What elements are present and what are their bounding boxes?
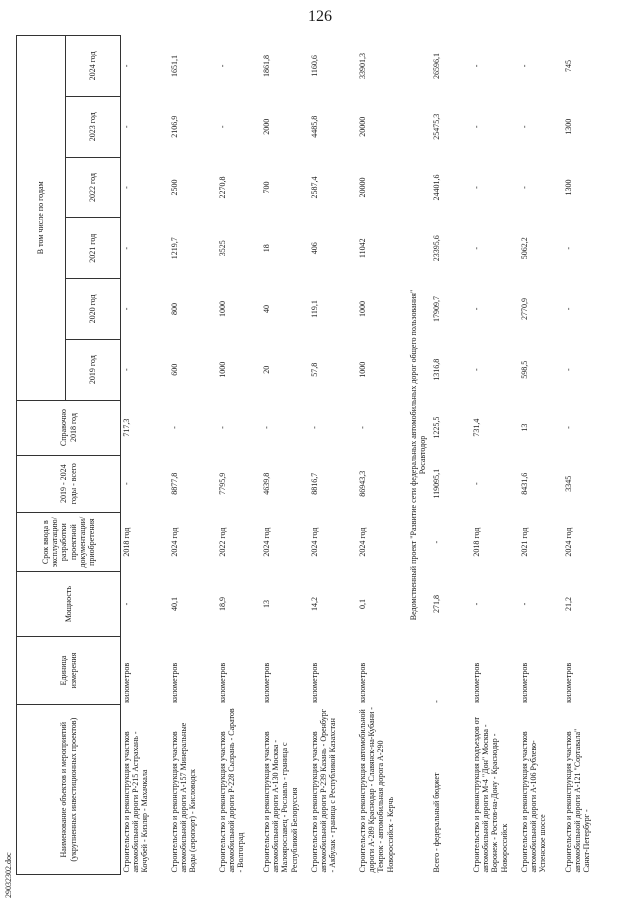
row-2020: - <box>122 307 131 311</box>
row-power: 0,1 <box>358 599 367 610</box>
row-2021: 11042 <box>358 238 367 259</box>
row-2024: 1651,1 <box>170 54 179 77</box>
row-2022: 700 <box>262 181 271 194</box>
row-2019: 1316,8 <box>432 358 441 381</box>
row-power: 21,2 <box>564 597 573 612</box>
row-unit: километров <box>262 662 271 703</box>
row-2019: - <box>564 368 573 372</box>
row-2020: 40 <box>262 304 271 313</box>
row-name: Строительство и реконструкция подъездов от автомобильной дороги М-4 "Дон" Москва - Воронеж - Ростов-на-Дону - Краснодар - Новороссийск <box>472 717 509 873</box>
row-2019: 57,8 <box>310 362 319 377</box>
row-unit: километров <box>564 662 573 703</box>
row-unit: километров <box>218 662 227 703</box>
section-title: Ведомственный проект "Развитие сети федеральных автомобильных дорог общего пользования" <box>408 289 418 621</box>
row-total: - <box>122 482 131 486</box>
row-name: Строительство и реконструкция участков автомобильной дороги А-121 "Сортавала" Санкт-Петербург - <box>564 728 592 873</box>
row-power: 40,1 <box>170 597 179 612</box>
row-period: 2018 год <box>122 527 131 557</box>
row-2023: 4485,8 <box>310 115 319 138</box>
row-2024: 26596,1 <box>432 52 441 79</box>
row-2021: - <box>122 246 131 250</box>
row-2023: - <box>472 125 481 129</box>
row-2021: 23395,6 <box>432 235 441 262</box>
row-unit: километров <box>310 662 319 703</box>
header-year-2022: 2022 год <box>66 157 121 218</box>
row-2020: 1000 <box>218 300 227 317</box>
row-2022: - <box>520 186 529 189</box>
row-2022: - <box>122 186 131 189</box>
section-title-cell <box>405 36 431 875</box>
row-total: 8877,8 <box>170 472 179 495</box>
row-reference: - <box>262 426 271 429</box>
row-name: Строительство и реконструкция участков автомобильной дороги А-106 Рублево-Успенское шоссе <box>520 731 548 873</box>
row-2020: 2770,9 <box>520 297 529 320</box>
header-group-years: В том числе по годам <box>17 36 66 401</box>
row-total: 8816,7 <box>310 472 319 495</box>
row-reference: - <box>218 426 227 429</box>
row-total: 86943,3 <box>358 470 367 497</box>
row-reference: 731,4 <box>472 418 481 437</box>
row-2023: 2000 <box>262 118 271 135</box>
row-2022: 2270,8 <box>218 176 227 199</box>
row-2024: - <box>122 64 131 68</box>
row-total: 8431,6 <box>520 472 529 495</box>
row-reference: 1225,5 <box>432 416 441 439</box>
row-power: - <box>472 602 481 606</box>
row-unit: километров <box>358 662 367 703</box>
row-period: 2021 год <box>520 527 529 557</box>
table-row <box>261 36 309 875</box>
row-unit: километров <box>170 662 179 703</box>
row-2019: 598,5 <box>520 360 529 379</box>
row-2019: - <box>122 368 131 372</box>
row-total: 7795,9 <box>218 472 227 495</box>
row-2019: - <box>472 368 481 372</box>
page-number: 126 <box>308 8 332 25</box>
row-unit: километров <box>472 662 481 703</box>
row-name: Строительство и реконструкция участков автомобильной дороги Р-239 Казань - Оренбург - Акбулак - граница с Республикой Казахстан <box>310 709 338 873</box>
row-2023: 20000 <box>358 116 367 137</box>
row-name: Всего - федеральный бюджет <box>432 772 441 873</box>
row-2019: 600 <box>170 363 179 376</box>
row-2021: - <box>564 246 573 250</box>
row-2022: 1300 <box>564 179 573 196</box>
row-2019: 1000 <box>218 361 227 378</box>
row-2022: 24401,6 <box>432 174 441 201</box>
row-2020: 800 <box>170 302 179 315</box>
row-2020: 119,1 <box>310 300 319 318</box>
row-2024: - <box>472 64 481 68</box>
header-reference: Справочно 2018 год <box>17 400 121 455</box>
row-power: 13 <box>262 600 271 609</box>
header-year-2019: 2019 год <box>66 339 121 400</box>
header-year-2024: 2024 год <box>66 36 121 97</box>
row-reference: - <box>358 426 367 429</box>
row-2021: 1219,7 <box>170 237 179 260</box>
row-2024: - <box>218 64 227 68</box>
rotated-table-sheet <box>16 35 620 875</box>
row-power: 271,8 <box>432 595 441 614</box>
table-row <box>357 36 405 875</box>
row-period: 2024 год <box>262 527 271 557</box>
row-unit: - <box>432 700 441 703</box>
row-period: 2024 год <box>310 527 319 557</box>
row-2022: - <box>472 186 481 189</box>
row-2021: 18 <box>262 244 271 253</box>
investment-projects-table <box>16 35 607 875</box>
row-2021: - <box>472 246 481 250</box>
row-name: Строительство и реконструкция участков автомобильной дороги А-157 Минеральные Воды (аэропорт) - Кисловодск <box>170 722 198 873</box>
header-name: Наименование объектов и мероприятий (укрупненных инвестиционных проектов) <box>17 705 121 875</box>
row-2022: 2500 <box>170 179 179 196</box>
row-period: 2018 год <box>472 527 481 557</box>
row-reference: - <box>310 426 319 429</box>
row-2023: 25475,3 <box>432 113 441 140</box>
row-2019: 20 <box>262 365 271 374</box>
row-name: Строительство и реконструкция автомобильной дороги А-289 Краснодар - Славянск-на-Кубани - Темрюк - автомобильная дорога А-290 Новороссийск - Керчь <box>358 707 395 873</box>
total-row <box>431 36 471 875</box>
table-row <box>519 36 563 875</box>
row-unit: километров <box>520 662 529 703</box>
row-2019: 1000 <box>358 361 367 378</box>
table-row <box>563 36 607 875</box>
row-period: 2024 год <box>358 527 367 557</box>
row-2024: 1160,6 <box>310 55 319 77</box>
row-2023: 1300 <box>564 118 573 135</box>
row-2024: 745 <box>564 59 573 72</box>
row-2023: - <box>218 125 227 129</box>
row-2023: 2106,9 <box>170 115 179 138</box>
row-2024: 1861,8 <box>262 54 271 77</box>
row-name: Строительство и реконструкция участков автомобильной дороги Р-215 Астрахань - Кочубей - Кизляр - Махачкала <box>122 731 150 873</box>
row-period: 2024 год <box>170 527 179 557</box>
header-power: Мощность <box>17 572 121 636</box>
row-2023: - <box>520 125 529 129</box>
row-power: 18,9 <box>218 597 227 612</box>
table-row <box>309 36 357 875</box>
row-total: 119095,1 <box>432 468 441 499</box>
row-reference: 717,3 <box>122 418 131 437</box>
row-name: Строительство и реконструкция участков автомобильной дороги А-130 Москва - Малоярославец - Рославль - граница с Республикой Белоруссия <box>262 731 299 873</box>
row-2023: - <box>122 125 131 129</box>
row-2020: - <box>472 307 481 311</box>
row-period: 2024 год <box>564 527 573 557</box>
table-row <box>217 36 261 875</box>
row-2020: 1000 <box>358 300 367 317</box>
header-period: Срок ввода в эксплуатацию/ разработки проектной документации/ приобретения <box>17 512 121 572</box>
row-total: 4639,8 <box>262 472 271 495</box>
header-unit: Единица измерения <box>17 636 121 705</box>
row-2021: 406 <box>310 242 319 255</box>
header-total: 2019 - 2024 годы - всего <box>17 455 121 512</box>
row-2021: 3525 <box>218 240 227 257</box>
row-reference: 13 <box>520 423 529 432</box>
row-power: 14,2 <box>310 597 319 612</box>
section-subtitle: Росавтодор <box>418 435 427 475</box>
row-2020: - <box>564 307 573 311</box>
row-2020: 17909,7 <box>432 295 441 322</box>
row-reference: - <box>170 426 179 429</box>
table-row <box>121 36 170 875</box>
table-row <box>471 36 519 875</box>
row-unit: километров <box>122 662 131 703</box>
table-header <box>17 36 121 875</box>
table-body <box>121 36 608 875</box>
row-name: Строительство и реконструкция участков автомобильной дороги Р-228 Сызрань - Саратов - Волгоград <box>218 708 246 873</box>
row-period: 2022 год <box>218 527 227 557</box>
row-power: - <box>520 602 529 606</box>
row-reference: - <box>564 426 573 429</box>
row-2021: 5062,2 <box>520 237 529 260</box>
header-year-2020: 2020 год <box>66 279 121 340</box>
section-header-row <box>405 36 431 875</box>
row-2022: 2587,4 <box>310 176 319 199</box>
row-2022: 20000 <box>358 177 367 198</box>
row-2024: 33901,3 <box>358 52 367 79</box>
row-total: - <box>472 482 481 486</box>
footer-document-code: 29032302.doc <box>4 852 13 898</box>
header-year-2021: 2021 год <box>66 218 121 279</box>
table-row <box>169 36 217 875</box>
row-total: 3345 <box>564 475 573 492</box>
row-2024: - <box>520 64 529 68</box>
row-power: - <box>122 602 131 606</box>
row-period: - <box>432 540 441 544</box>
header-year-2023: 2023 год <box>66 96 121 157</box>
